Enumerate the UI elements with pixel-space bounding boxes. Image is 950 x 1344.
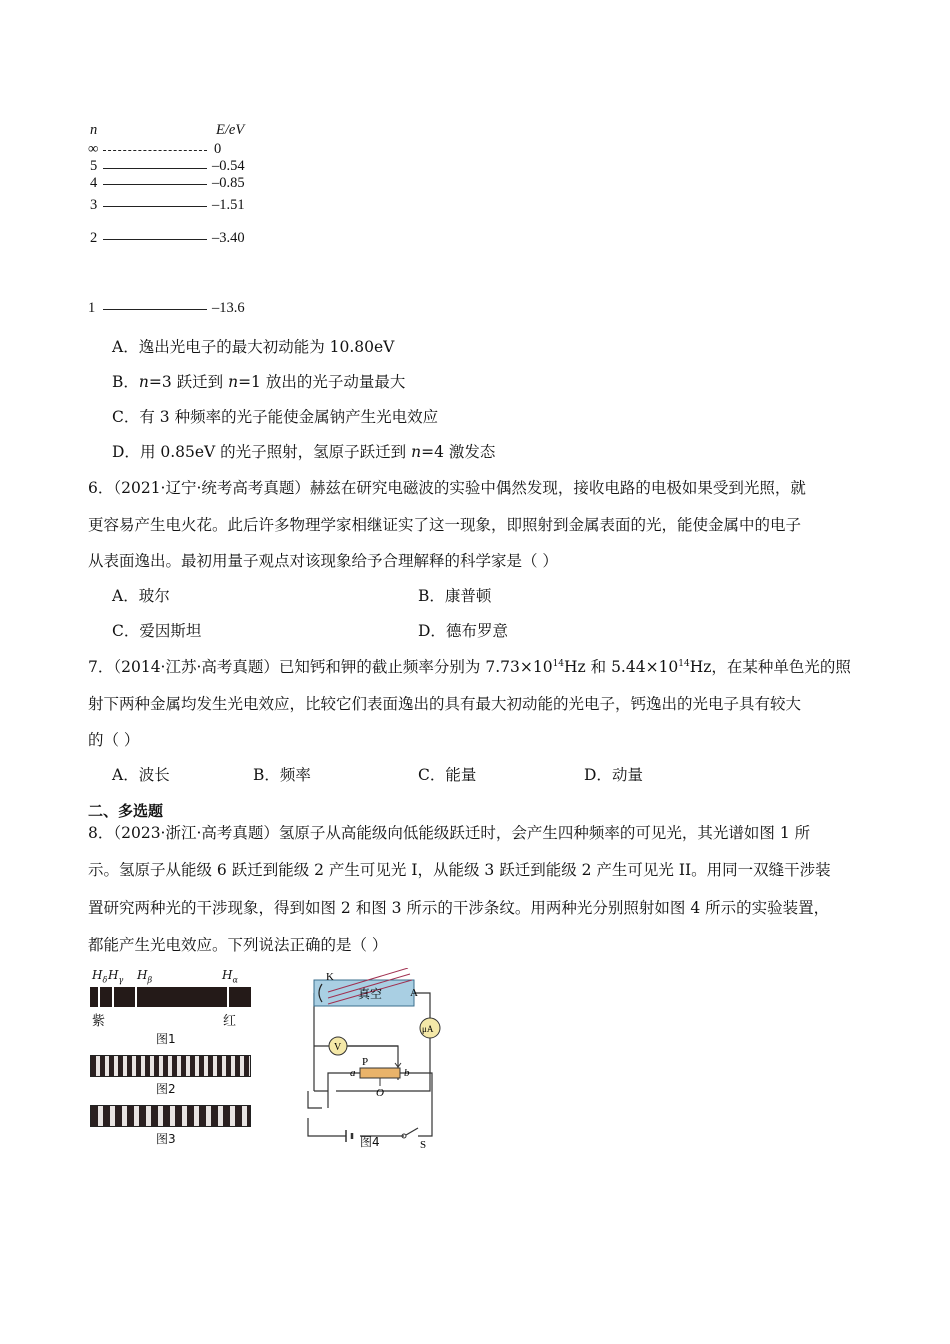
q7-stem-line: 的（ ） [88,731,140,749]
label-b-end: b [404,1067,410,1079]
spectral-line [227,987,229,1007]
violet-label: 紫 [92,1014,106,1029]
slider-arrow [395,1056,401,1067]
level-n-label: 5 [90,158,98,174]
figure-3-fringes [90,1105,251,1127]
level-n-label: 2 [90,230,98,246]
q7-option-a[interactable]: A．波长 [112,766,170,784]
level-n-label: ∞ [88,141,99,157]
label-k: K [326,971,334,983]
q6-option-b[interactable]: B．康普顿 [418,587,492,605]
spectrum-band [90,987,251,1007]
q6-stem-line: 6．（2021·辽宁·统考高考真题）赫兹在研究电磁波的实验中偶然发现，接收电路的电极如果受到光照，就 [88,479,806,497]
q5-option-d[interactable]: D．用 0.85eV 的光子照射，氢原子跃迁到 n=4 激发态 [112,443,496,461]
spectral-line-label: $H_\delta$ [92,968,108,985]
figure-caption: 图3 [156,1132,176,1146]
q6-option-a[interactable]: A．玻尔 [112,587,170,605]
figure-caption: 图4 [360,1135,380,1149]
level-energy-label: 0 [214,141,222,157]
q7-option-d[interactable]: D．动量 [584,766,643,784]
spectral-line [135,987,137,1007]
label-o: O [376,1087,384,1099]
level-energy-label: –13.6 [212,300,245,316]
level-line-2 [103,239,207,240]
q6-option-c[interactable]: C．爱因斯坦 [112,622,202,640]
figure-4-circuit [300,968,450,1150]
q7-stem-line: 射下两种金属均发生光电效应，比较它们表面逸出的具有最大初动能的光电子，钙逸出的光电子具有较大 [88,695,802,713]
level-energy-label: –0.54 [212,158,245,174]
q8-stem-line: 示。氢原子从能级 6 跃迁到能级 2 产生可见光 I，从能级 3 跃迁到能级 2 产生可见光 II。用同一双缝干涉装 [88,861,831,879]
figure-caption: 图2 [156,1082,176,1096]
spectral-line-label: $H_\gamma$ [108,968,124,985]
spectral-line [112,987,114,1007]
level-line-3 [103,206,207,207]
q5-option-b[interactable]: B．n=3 跃迁到 n=1 放出的光子动量最大 [112,373,406,391]
section-title: 二、多选题 [88,802,164,820]
q6-stem-line: 更容易产生电火花。此后许多物理学家相继证实了这一现象，即照射到金属表面的光，能使金属中的电子 [88,516,802,534]
spectral-line [98,987,100,1007]
n-axis-header: n [90,122,98,138]
q5-option-a[interactable]: A．逸出光电子的最大初动能为 10.80eV [112,338,395,356]
circuit-wire [308,1073,432,1136]
q8-stem-line: 都能产生光电效应。下列说法正确的是（ ） [88,936,388,954]
label-vacuum: 真空 [358,987,383,1001]
label-voltmeter: V [334,1042,342,1053]
label-s: S [420,1139,427,1150]
level-n-label: 3 [90,197,98,213]
figure-2-fringes [90,1055,251,1077]
red-label: 红 [223,1014,237,1029]
label-ammeter: μA [422,1024,434,1034]
level-energy-label: –1.51 [212,197,245,213]
q6-option-d[interactable]: D．德布罗意 [418,622,508,640]
level-energy-label: –3.40 [212,230,245,246]
q7-stem-line: 7．（2014·江苏·高考真题）已知钙和钾的截止频率分别为 $7.73\times 10^{14}Hz$ 和 $5.44\times 10^{14}Hz$，在某种单色光的照 [88,658,851,676]
switch-lever [406,1128,418,1135]
label-a-end: a [350,1067,356,1079]
q6-stem-line: 从表面逸出。最初用量子观点对该现象给予合理解释的科学家是（ ） [88,552,558,570]
level-n-label: 1 [88,300,96,316]
q7-option-c[interactable]: C．能量 [418,766,477,784]
level-n-label: 4 [90,175,98,191]
q5-option-c[interactable]: C．有 3 种频率的光子能使金属钠产生光电效应 [112,408,439,426]
level-energy-label: –0.85 [212,175,245,191]
level-line-4 [103,184,207,185]
label-a: A [410,987,418,999]
level-line-infinity [103,150,207,151]
spectral-line-label: $H_\alpha$ [222,968,238,985]
level-line-1 [103,309,207,310]
q7-option-b[interactable]: B．频率 [253,766,311,784]
energy-axis-header: E/eV [216,122,245,138]
figure-caption: 图1 [156,1032,176,1046]
label-p: P [362,1056,369,1068]
level-line-5 [103,168,207,169]
q8-stem-line: 8．（2023·浙江·高考真题）氢原子从高能级向低能级跃迁时，会产生四种频率的可见光，其光谱如图 1 所 [88,824,811,842]
q8-stem-line: 置研究两种光的干涉现象，得到如图 2 和图 3 所示的干涉条纹。用两种光分别照射如图 4 所示的实验装置， [88,899,830,917]
rheostat [360,1068,400,1078]
spectral-line-label: $H_\beta$ [137,968,153,985]
